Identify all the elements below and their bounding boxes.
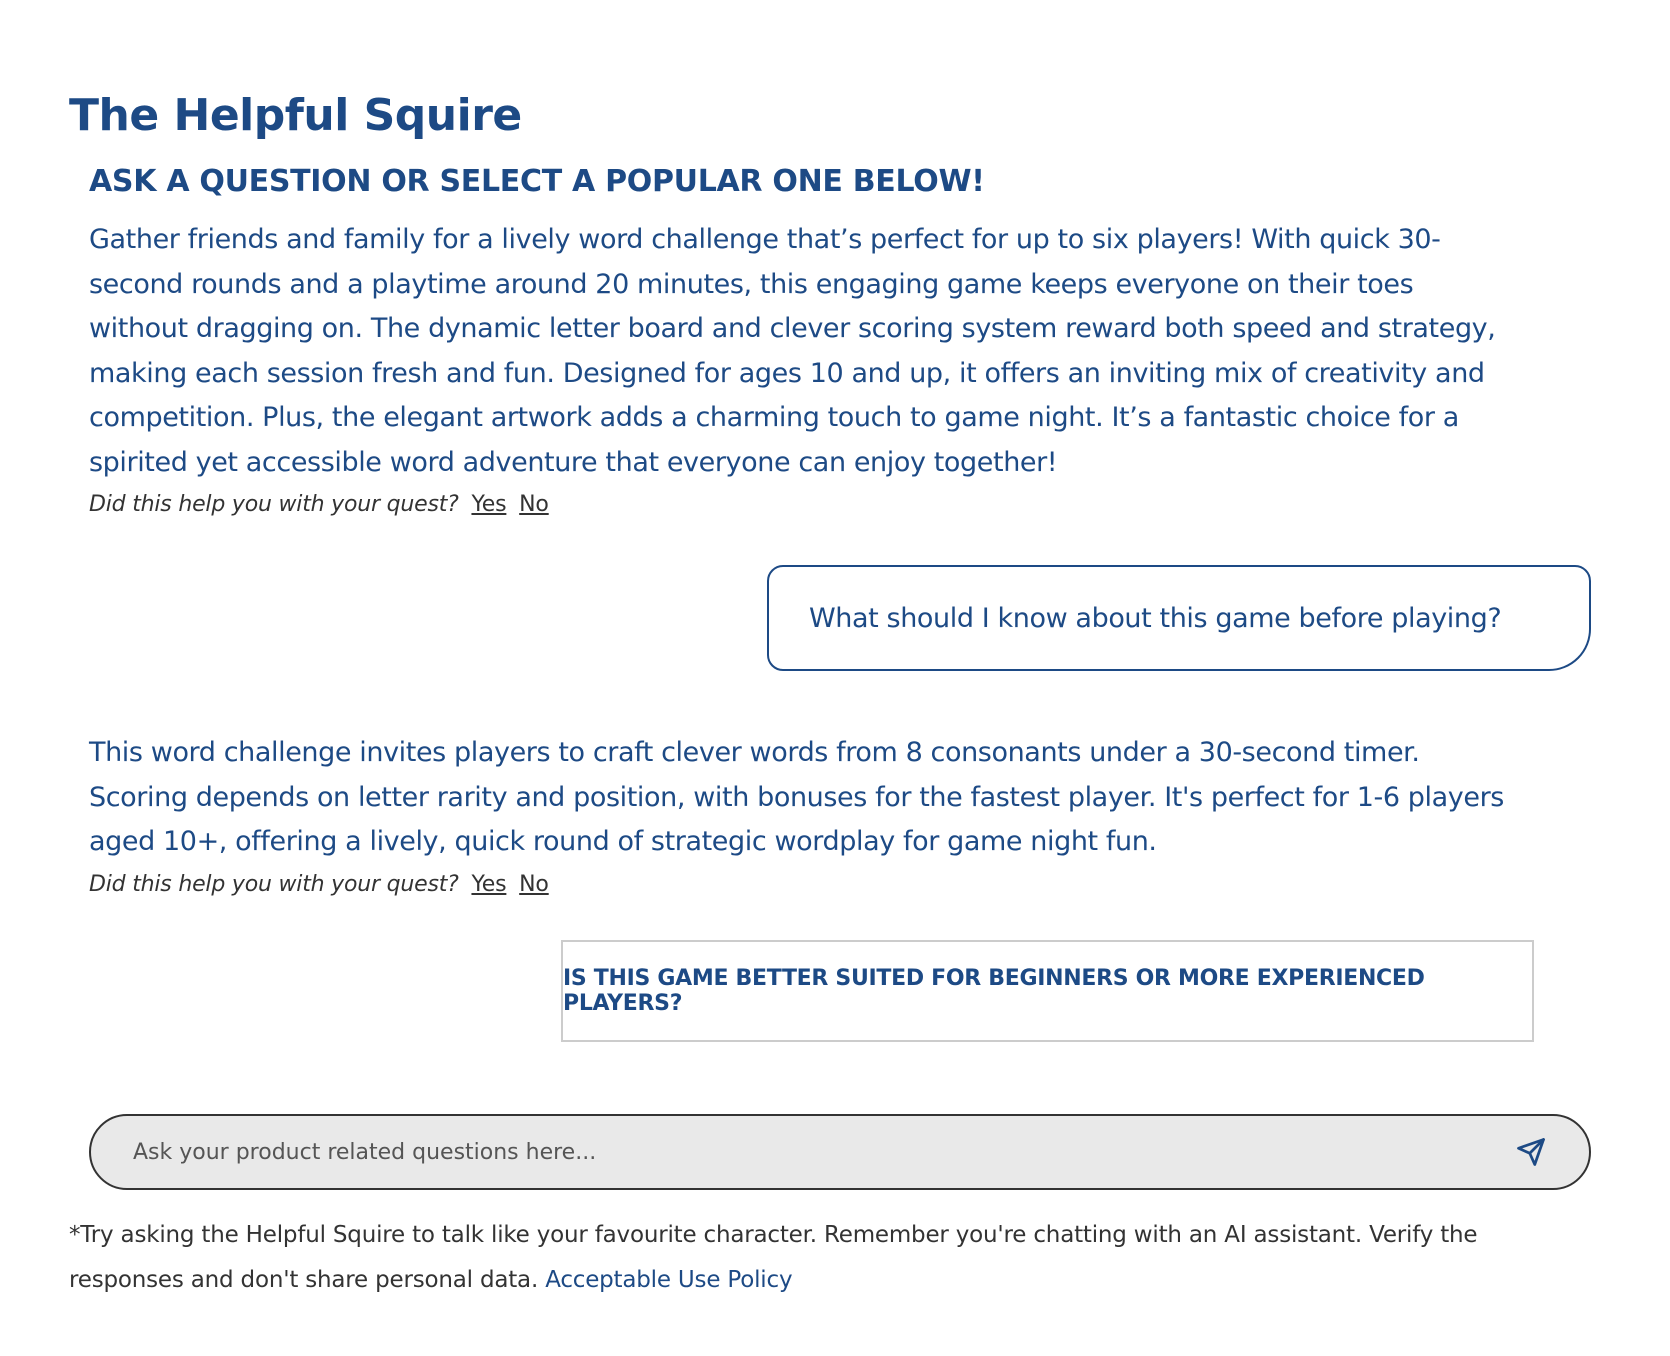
conversation-area: [89, 162, 1589, 523]
assistant-answer: Gather friends and family for a lively word challenge that’s perfect for up to six players! With quick 30-second rounds and a playtime around 20 minutes, this engaging game keeps everyone on their toes without dragging on. The dynamic letter board and clever scoring system reward both speed and strategy, making each session fresh and fun. Designed for ages 10 and up, it offers an inviting mix of creativity and competition. Plus, the elegant artwork adds a charming touch to game night. It’s a fantastic choice for a spirited yet accessible word adventure that everyone can enjoy together!: [89, 224, 1496, 478]
feedback-yes-link[interactable]: Yes: [471, 871, 507, 897]
feedback-yes-link[interactable]: Yes: [471, 492, 507, 517]
chat-widget: [69, 86, 1589, 523]
page-subtitle: ASK A QUESTION OR SELECT A POPULAR ONE BELOW!: [89, 164, 985, 199]
feedback-row: [89, 867, 1569, 903]
send-icon: [1516, 1137, 1546, 1167]
acceptable-use-policy-link[interactable]: Acceptable Use Policy: [545, 1267, 793, 1293]
feedback-prompt: Did this help you with your quest?: [89, 871, 459, 897]
feedback-no-link[interactable]: No: [519, 871, 549, 897]
disclaimer-text: *Try asking the Helpful Squire to talk like your favourite character. Remember you're chatting with an AI assistant. Verify the responses and don't share personal data.: [69, 1222, 1478, 1293]
feedback-row: [89, 487, 1589, 523]
suggested-question-button[interactable]: [561, 940, 1534, 1042]
feedback-prompt: Did this help you with your quest?: [89, 492, 459, 517]
send-button[interactable]: [1513, 1134, 1549, 1170]
assistant-answer: This word challenge invites players to craft clever words from 8 consonants under a 30-second timer. Scoring depends on letter rarity and position, with bonuses for the fastest player. It's perfect for 1-6 players aged 10+, offering a lively, quick round of strategic wordplay for game night fun.: [89, 737, 1504, 857]
disclaimer: [69, 1213, 1589, 1303]
feedback-no-link[interactable]: No: [519, 492, 549, 517]
user-message-bubble: [767, 565, 1591, 671]
suggested-question-label: IS THIS GAME BETTER SUITED FOR BEGINNERS OR MORE EXPERIENCED PLAYERS?: [563, 966, 1425, 1016]
question-input[interactable]: [131, 1139, 1513, 1166]
user-message-text: What should I know about this game before playing?: [809, 602, 1502, 634]
assistant-answer-block: [89, 731, 1569, 903]
page-title: The Helpful Squire: [69, 90, 522, 141]
chat-input-bar: [89, 1114, 1591, 1190]
